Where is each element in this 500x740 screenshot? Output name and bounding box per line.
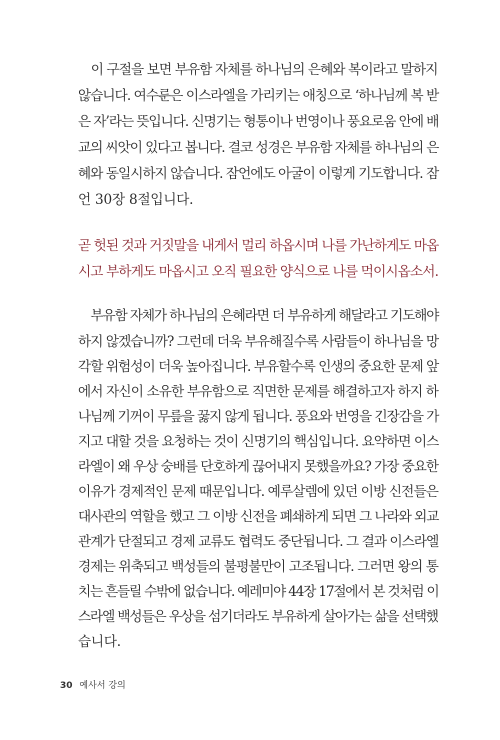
text-line: 에서 자신이 소유한 부유함으로 직면한 문제를 해결하고자 하지 하 — [78, 384, 439, 400]
text-line: 경제는 위축되고 백성들의 불평불만이 고조됩니다. 그러면 왕의 통 — [78, 559, 439, 575]
quote-line: 곧 헛된 것과 거짓말을 내게서 멀리 하옵시며 나를 가난하게도 마옵 — [78, 238, 439, 254]
text-line: 교의 씨앗이 있다고 봅니다. 결코 성경은 부유함 자체를 하나님의 은 — [78, 140, 439, 156]
text-line: 라엘이 왜 우상 숭배를 단호하게 끊어내지 못했을까요? 가장 중요한 — [78, 459, 439, 475]
text-line: 각할 위험성이 더욱 높아집니다. 부유할수록 인생의 중요한 문제 앞 — [78, 359, 439, 375]
text-line: 혜와 동일시하지 않습니다. 잠언에도 아굴이 이렇게 기도합니다. 잠 — [78, 166, 439, 182]
quote-line: 시고 부하게도 마옵시고 오직 필요한 양식으로 나를 먹이시옵소서. — [78, 264, 439, 280]
text-line: 않습니다. 여수룬은 이스라엘을 가리키는 애칭으로 ‘하나님께 복 받 — [78, 88, 439, 104]
text-line: 이 구절을 보면 부유함 자체를 하나님의 은혜와 복이라고 말하지 — [78, 62, 438, 78]
text-line: 나님께 기꺼이 무릎을 꿇지 않게 됩니다. 풍요와 번영을 긴장감을 가 — [78, 409, 439, 425]
running-title: 예사서 강의 — [79, 681, 126, 691]
text-line: 지고 대할 것을 요청하는 것이 신명기의 핵심입니다. 요약하면 이스 — [78, 434, 439, 450]
text-line: 은 자’라는 뜻입니다. 신명기는 형통이나 번영이나 풍요로움 안에 배 — [78, 114, 439, 130]
page-footer — [60, 678, 126, 691]
text-line: 대사관의 역할을 했고 그 이방 신전을 폐쇄하게 되면 그 나라와 외교 — [78, 509, 439, 525]
text-line: 습니다. — [78, 634, 121, 650]
text-line: 하지 않겠습니까? 그런데 더욱 부유해질수록 사람들이 하나님을 망 — [78, 334, 439, 350]
text-line: 치는 흔들릴 수밖에 없습니다. 예레미야 44장 17절에서 본 것처럼 이 — [78, 584, 439, 600]
text-line: 스라엘 백성들은 우상을 섬기더라도 부유하게 살아가는 삶을 선택했 — [78, 609, 438, 625]
text-line: 이유가 경제적인 문제 때문입니다. 예루살렘에 있던 이방 신전들은 — [78, 484, 439, 500]
text-line: 부유함 자체가 하나님의 은혜라면 더 부유하게 해달라고 기도해야 — [78, 308, 439, 324]
page-number: 30 — [60, 681, 73, 691]
text-line: 언 30장 8절입니다. — [78, 192, 194, 208]
text-line: 관계가 단절되고 경제 교류도 협력도 중단됩니다. 그 결과 이스라엘 — [78, 534, 439, 550]
